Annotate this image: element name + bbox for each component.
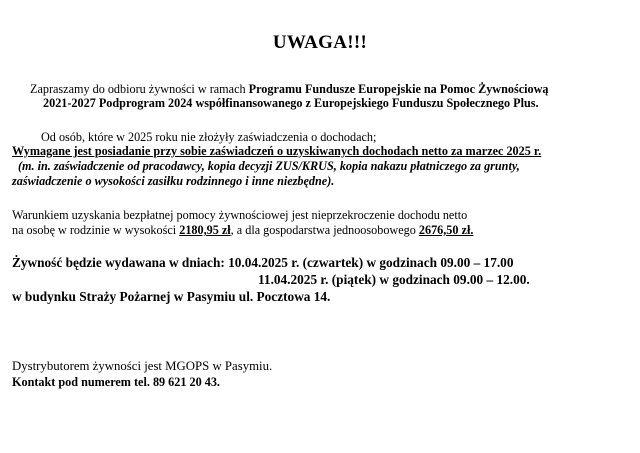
distribution-location: w budynku Straży Pożarnej w Pasymiu ul. Pocztowa 14. <box>12 289 331 304</box>
page-title: UWAGA!!! <box>272 32 368 53</box>
income-limits <box>12 223 473 238</box>
single-amount: 2676,50 zł. <box>418 223 474 237</box>
distribution-date-1: Żywność będzie wydawana w dniach: 10.04.2025 r. (czwartek) w godzinach 09.00 – 17.00 <box>12 255 514 270</box>
program-name: Programu Fundusze Europejskie na Pomoc Żywnościową <box>248 82 549 96</box>
distribution-date-2: 11.04.2025 r. (piątek) w godzinach 09.00 – 12.00. <box>258 272 530 287</box>
distributor-info: Dystrybutorem żywności jest MGOPS w Pasymiu. <box>12 359 273 373</box>
intro-text: Zapraszamy do odbioru żywności w ramach <box>30 82 249 96</box>
contact-info: Kontakt pod numerem tel. 89 621 20 43. <box>12 375 220 389</box>
program-name-cont: 2021-2027 Podprogram 2024 współfinansowanego z Europejskiego Funduszu Społecznego Plus. <box>43 96 539 110</box>
intro-line-1 <box>30 82 549 97</box>
requirement-main: Wymagane jest posiadanie przy sobie zaświadczeń o uzyskiwanych dochodach netto za marzec 2025 r. <box>12 144 542 158</box>
requirement-examples: (m. in. zaświadczenie od pracodawcy, kopia decyzji ZUS/KRUS, kopia nakazu płatniczego za grunty, <box>18 159 520 173</box>
requirement-intro: Od osób, które w 2025 roku nie złożyły zaświadczenia o dochodach; <box>41 130 377 144</box>
requirement-examples-cont: zaświadczenie o wysokości zasiłku rodzinnego i inne niezbędne). <box>12 174 335 188</box>
income-limits-text: na osobę w rodzinie w wysokości <box>12 223 180 237</box>
family-amount: 2180,95 zł <box>179 223 231 237</box>
income-condition: Warunkiem uzyskania bezpłatnej pomocy żywnościowej jest nieprzekroczenie dochodu netto <box>12 208 468 222</box>
income-limits-text-2: , a dla gospodarstwa jednoosobowego <box>230 223 419 237</box>
